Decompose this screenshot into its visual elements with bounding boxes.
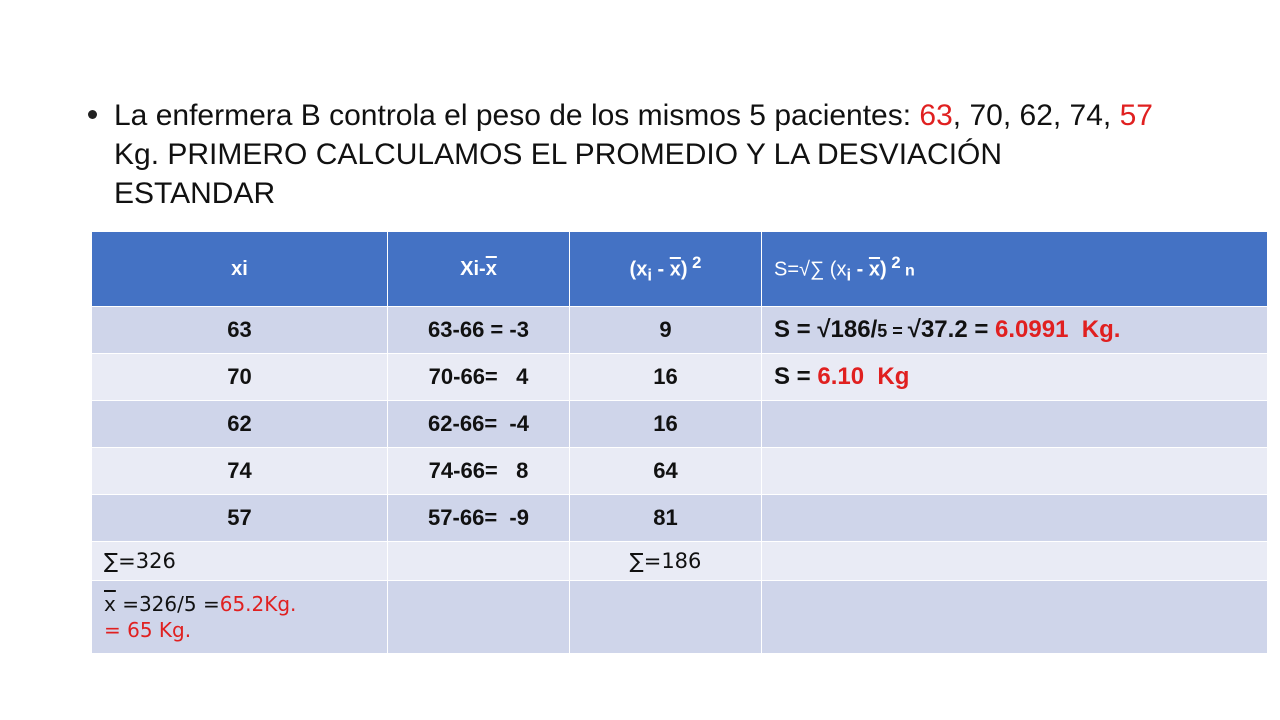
cell-xi: 63 [92,307,388,354]
header-row [92,232,1268,307]
cell-mean: $\overline{x} =326/5 =65.2Kg$. = 65 Kg. [92,581,388,654]
cell-empty [762,401,1268,448]
sum-row [92,542,1268,581]
cell-sum-xi: ∑=326 [92,542,388,581]
cell-diff: 57-66= -9 [388,495,570,542]
intro-text [114,96,1168,213]
header-squared: $(x_i - \overline{x})$ $^2$ [570,232,762,307]
cell-xi: 74 [92,448,388,495]
cell-sum-sq: ∑=186 [570,542,762,581]
intro-seg3: Kg. PRIMERO CALCULAMOS EL PROMEDIO Y LA DESVIACIÓN ESTANDAR [114,138,1003,210]
cell-empty [762,581,1268,654]
cell-empty [762,448,1268,495]
cell-empty [762,495,1268,542]
cell-sq: 16 [570,354,762,401]
cell-diff: 74-66= 8 [388,448,570,495]
cell-xi: 62 [92,401,388,448]
intro-value-63: 63 [919,99,953,132]
header-deviation: $Xi-\overline{x}$ [388,232,570,307]
cell-sq: 64 [570,448,762,495]
cell-diff: 70-66= 4 [388,354,570,401]
cell-sq: 16 [570,401,762,448]
stats-table [91,231,1268,654]
cell-sq: 9 [570,307,762,354]
table-row [92,401,1268,448]
cell-diff: 62-66= -4 [388,401,570,448]
cell-s-calc: S = √186/5 = √37.2 = 6.0991 Kg. [762,307,1268,354]
cell-empty [570,581,762,654]
intro-bullet [88,96,1168,213]
cell-empty [388,581,570,654]
table-row [92,448,1268,495]
table-row [92,354,1268,401]
cell-s-round: S = 6.10 Kg [762,354,1268,401]
cell-xi: 70 [92,354,388,401]
intro-seg2: , 70, 62, 74, [952,99,1120,132]
mean-row [92,581,1268,654]
header-xi: xi [92,232,388,307]
cell-sq: 81 [570,495,762,542]
table-row [92,307,1268,354]
cell-xi: 57 [92,495,388,542]
table-row [92,495,1268,542]
intro-seg1: La enfermera B controla el peso de los mismos 5 pacientes: [114,99,920,132]
cell-empty [762,542,1268,581]
header-std-formula: S=√∑ $(x_i - \overline{x})$ $^2$ n [762,232,1268,307]
cell-empty [388,542,570,581]
intro-value-57: 57 [1119,99,1153,132]
bullet-dot-icon [88,110,97,119]
cell-diff: 63-66 = -3 [388,307,570,354]
